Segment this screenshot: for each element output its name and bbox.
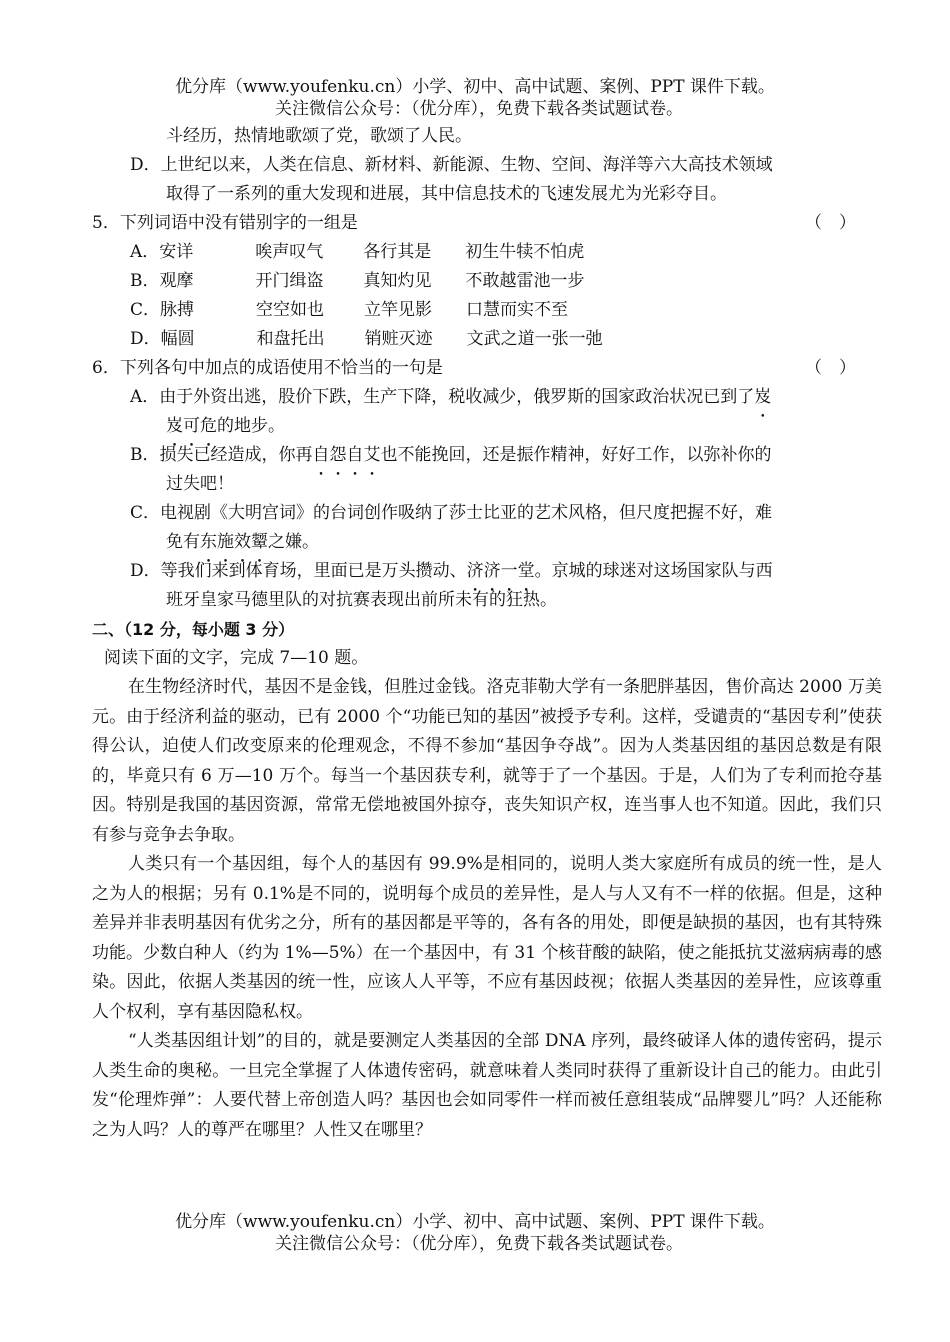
option-label: C． [130,300,161,320]
answer-blank: （ ） [805,358,856,378]
passage-paragraph-1: 在生物经济时代，基因不是金钱，但胜过金钱。洛克菲勒大学有一条肥胖基因，售价高达 2000 万美元。由于经济利益的驱动，已有 2000 个“功能已知的基因”被授予专利。这样，受谴责的“基因专利”使获得公认，迫使人们改变原来的伦理观念，不得不参加“基因争夺战”。因为人类基因组的基因总数是有限的，毕竟只有 6 万—10 万个。每当一个基因获专利，就等于了一个基因。于是，人们为了专利而抢夺基因。特别是我国的基因资源，常常无偿地被国外掠夺，丧失知识产权，连当事人也不知道。因此，我们只有参与竞争去争取。 [92,677,882,845]
word: 幅圆 [160,329,195,349]
dotted-char: 济 [483,561,501,581]
q5-option-d [92,325,882,354]
q6-option-c [92,499,882,528]
option-label: B． [130,271,160,291]
word: 初生牛犊不怕虎 [465,242,585,262]
option-label: D． [130,561,161,581]
header-line-1: 优分库（www.youfenku.cn）小学、初中、高中试题、案例、PPT 课件下载。 [175,77,775,97]
dotted-char: 济 [466,561,484,581]
option-text: 。京城的球迷对这场国家队与西 [534,561,773,581]
header-line-2: 关注微信公众号：（优分库），免费下载各类试题试卷。 [275,99,683,119]
option-text: 免有 [166,532,200,552]
answer-blank: （ ） [805,213,856,233]
option-text: 上世纪以来，人类在信息、新材料、新能源、生物、空间、海洋等六大高技术领域 [160,155,773,175]
dotted-char: 艾 [363,445,381,465]
dotted-char: 怨 [329,445,347,465]
option-text: 之嫌。 [268,532,319,552]
question-5-stem [92,209,882,238]
page-footer [0,1211,950,1255]
question-text: 5．下列词语中没有错别字的一组是 [92,213,358,233]
dotted-char: 一 [500,561,518,581]
dotted-char: 岌 [166,416,183,436]
passage-paragraph-2: 人类只有一个基因组，每个人的基因有 99.9%是相同的，说明人类大家庭所有成员的统一性，是人之为人的根据；另有 0.1%是不同的，说明每个成员的差异性，是人与人又有不一样的依据。但是，这种差异并非表明基因有优劣之分，所有的基因都是平等的，各有各的用处，即便是缺损的基因，也有其特殊功能。少数白种人（约为 1%—5%）在一个基因中，有 31 个核苷酸的缺陷，使之能抵抗艾滋病病毒的感染。因此，依据人类基因的统一性，应该人人平等，不应有基因歧视；依据人类基因的差异性，应该尊重人个权利，享有基因隐私权。 [92,854,882,1022]
option-text: 损失已经造成，你再 [159,445,313,465]
word: 文武之道一张一弛 [466,329,603,349]
exam-content [92,122,882,1145]
word: 安详 [159,242,194,262]
word: 空空如也 [256,300,325,320]
word: 立竿见影 [364,300,433,320]
dotted-char: 东 [200,532,217,552]
word: 开门缉盗 [255,271,324,291]
dotted-char: 可 [183,416,200,436]
footer-line-2: 关注微信公众号：（优分库），免费下载各类试题试卷。 [275,1234,683,1254]
option-text: 的地步。 [217,416,285,436]
option-label: B． [130,445,160,465]
page-header [0,76,950,120]
word: 和盘托出 [256,329,325,349]
q6-option-a [92,383,882,412]
word: 真知灼见 [363,271,432,291]
option-label: A． [130,387,160,407]
dotted-char: 危 [200,416,217,436]
dotted-char: 效 [234,532,251,552]
q4-option-d [92,151,882,180]
word: 不敢越雷池一步 [465,271,585,291]
option-label: A． [130,242,160,262]
section-2-title: 二、（12 分，每小题 3 分） [92,620,295,639]
word: 销赃灭迹 [364,329,433,349]
dotted-char: 岌 [754,387,772,407]
footer-line-1: 优分库（www.youfenku.cn）小学、初中、高中试题、案例、PPT 课件下载。 [175,1212,775,1232]
q4-option-d-cont: 取得了一系列的重大发现和进展，其中信息技术的飞速发展尤为光彩夺目。 [166,184,727,204]
section-2-instructions: 阅读下面的文字，完成 7—10 题。 [104,648,369,668]
option-text: 由于外资出逃，股价下跌，生产下降，税收减少，俄罗斯的国家政治状况已到了 [159,387,755,407]
dotted-char: 自 [312,445,330,465]
option-text: 也不能挽回，还是振作精神，好好工作，以弥补你的 [380,445,772,465]
q6-option-b-cont: 过失吧！ [166,474,234,494]
q4-option-c-tail: 斗经历，热情地歌颂了党，歌颂了人民。 [166,126,472,146]
passage-paragraph-3: “人类基因组计划”的目的，就是要测定人类基因的全部 DNA 序列，最终破译人体的遗传密码，提示人类生命的奥秘。一旦完全掌握了人体遗传密码，就意味着人类同时获得了重新设计自己的能力。由此引发“伦理炸弹”：人要代替上帝创造人吗？基因也会如同零件一样而被任意组装成“品牌婴儿”吗？人还能称之为人吗？人的尊严在哪里？人性又在哪里？ [92,1031,882,1140]
dotted-char: 堂 [517,561,535,581]
word: 观摩 [159,271,194,291]
option-text: 等我们来到体育场，里面已是万头攒动、 [160,561,467,581]
option-label: D． [130,329,161,349]
option-label: C． [130,503,161,523]
dotted-char: 施 [217,532,234,552]
word: 脉搏 [160,300,195,320]
q5-option-a [92,238,882,267]
q5-option-c [92,296,882,325]
question-6-stem [92,354,882,383]
q6-option-c-cont [92,528,882,557]
q6-option-d-cont: 班牙皇家马德里队的对抗赛表现出前所未有的狂热。 [166,590,557,610]
question-text: 6．下列各句中加点的成语使用不恰当的一句是 [92,358,443,378]
word: 口慧而实不至 [466,300,569,320]
q5-option-b [92,267,882,296]
word: 各行其是 [363,242,432,262]
option-text: 电视剧《大明宫词》的台词创作吸纳了莎士比亚的艺术风格，但尺度把握不好，难 [160,503,773,523]
dotted-char: 自 [346,445,364,465]
dotted-char: 颦 [251,532,268,552]
word: 唉声叹气 [255,242,324,262]
option-label: D． [130,155,161,175]
